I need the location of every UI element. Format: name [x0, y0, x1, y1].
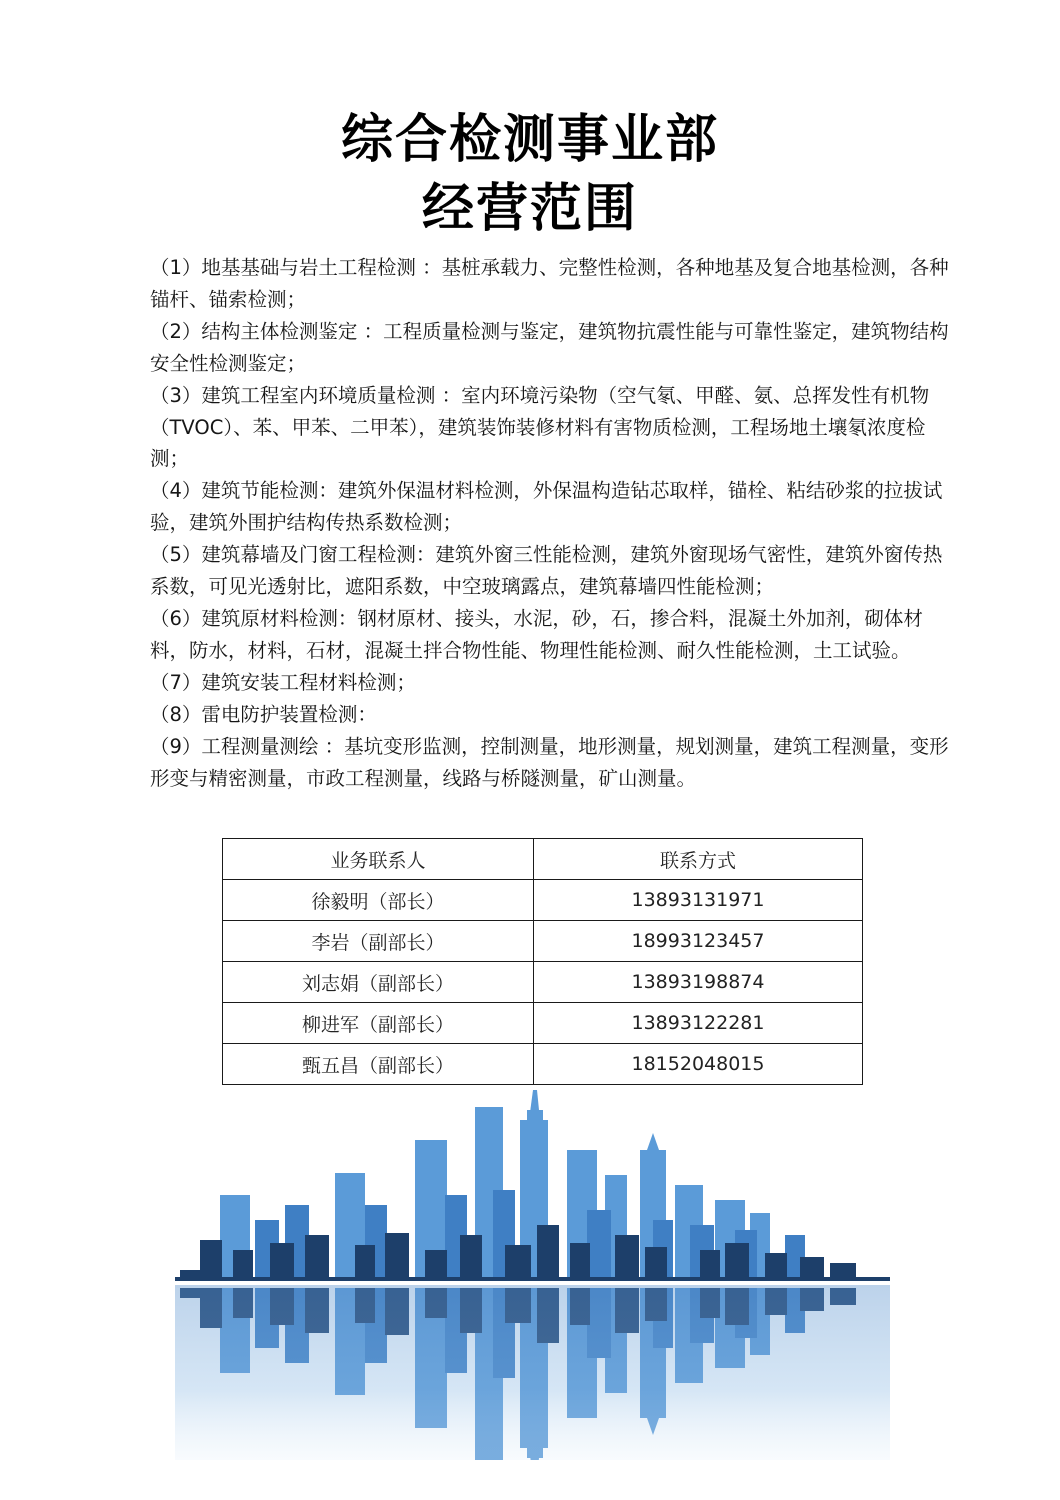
- table-row: [223, 1003, 863, 1044]
- table-header-row: [223, 839, 863, 880]
- contact-phone: 18152048015: [534, 1044, 863, 1085]
- business-scope-list: [150, 252, 950, 794]
- contact-name: 柳进军（副部长）: [223, 1003, 534, 1044]
- scope-item: （5）建筑幕墙及门窗工程检测：建筑外窗三性能检测，建筑外窗现场气密性，建筑外窗传热系数，可见光透射比，遮阳系数，中空玻璃露点，建筑幕墙四性能检测；: [150, 543, 943, 599]
- contact-phone: 13893122281: [534, 1003, 863, 1044]
- column-header-phone: 联系方式: [534, 839, 863, 880]
- contact-phone: 18993123457: [534, 921, 863, 962]
- contact-phone: 13893131971: [534, 880, 863, 921]
- scope-item: （4）建筑节能检测：建筑外保温材料检测，外保温构造钻芯取样，锚栓、粘结砂浆的拉拔试验，建筑外围护结构传热系数检测；: [150, 479, 943, 535]
- scope-item: （1）地基基础与岩土工程检测 ：基桩承载力、完整性检测，各种地基及复合地基检测，各种锚杆、锚索检测；: [150, 256, 949, 311]
- column-header-contact: 业务联系人: [223, 839, 534, 880]
- scope-item: （7）建筑安装工程材料检测；: [150, 670, 416, 694]
- scope-item: （3）建筑工程室内环境质量检测 ：室内环境污染物（空气氡、甲醛、氨、总挥发性有机物（TVOC）、苯、甲苯、二甲苯），建筑装饰装修材料有害物质检测，工程场地土壤氡浓度检测；: [150, 383, 930, 471]
- page-subtitle: 经营范围: [421, 179, 638, 239]
- contact-name: 甄五昌（副部长）: [223, 1044, 534, 1085]
- scope-item: （2）结构主体检测鉴定 ：工程质量检测与鉴定，建筑物抗震性能与可靠性鉴定，建筑物结构安全性检测鉴定；: [150, 319, 949, 375]
- table-row: [223, 1044, 863, 1085]
- page-title: 综合检测事业部: [340, 110, 719, 170]
- table-row: [223, 921, 863, 962]
- scope-item: （6）建筑原材料检测：钢材原材、接头，水泥，砂，石，掺合料，混凝土外加剂，砌体材料，防水，材料，石材，混凝土拌合物性能、物理性能检测、耐久性能检测，土工试验。: [150, 606, 923, 662]
- scope-item: （8）雷电防护装置检测：: [150, 702, 377, 726]
- contact-name: 李岩（副部长）: [223, 921, 534, 962]
- contact-name: 刘志娟（副部长）: [223, 962, 534, 1003]
- contacts-table: [222, 838, 863, 1085]
- contact-phone: 13893198874: [534, 962, 863, 1003]
- contact-name: 徐毅明（部长）: [223, 880, 534, 921]
- scope-item: （9）工程测量测绘 ：基坑变形监测，控制测量，地形测量，规划测量，建筑工程测量，变形形变与精密测量，市政工程测量，线路与桥隧测量，矿山测量。: [150, 734, 949, 790]
- table-row: [223, 962, 863, 1003]
- city-skyline-illustration: [175, 1085, 890, 1460]
- table-row: [223, 880, 863, 921]
